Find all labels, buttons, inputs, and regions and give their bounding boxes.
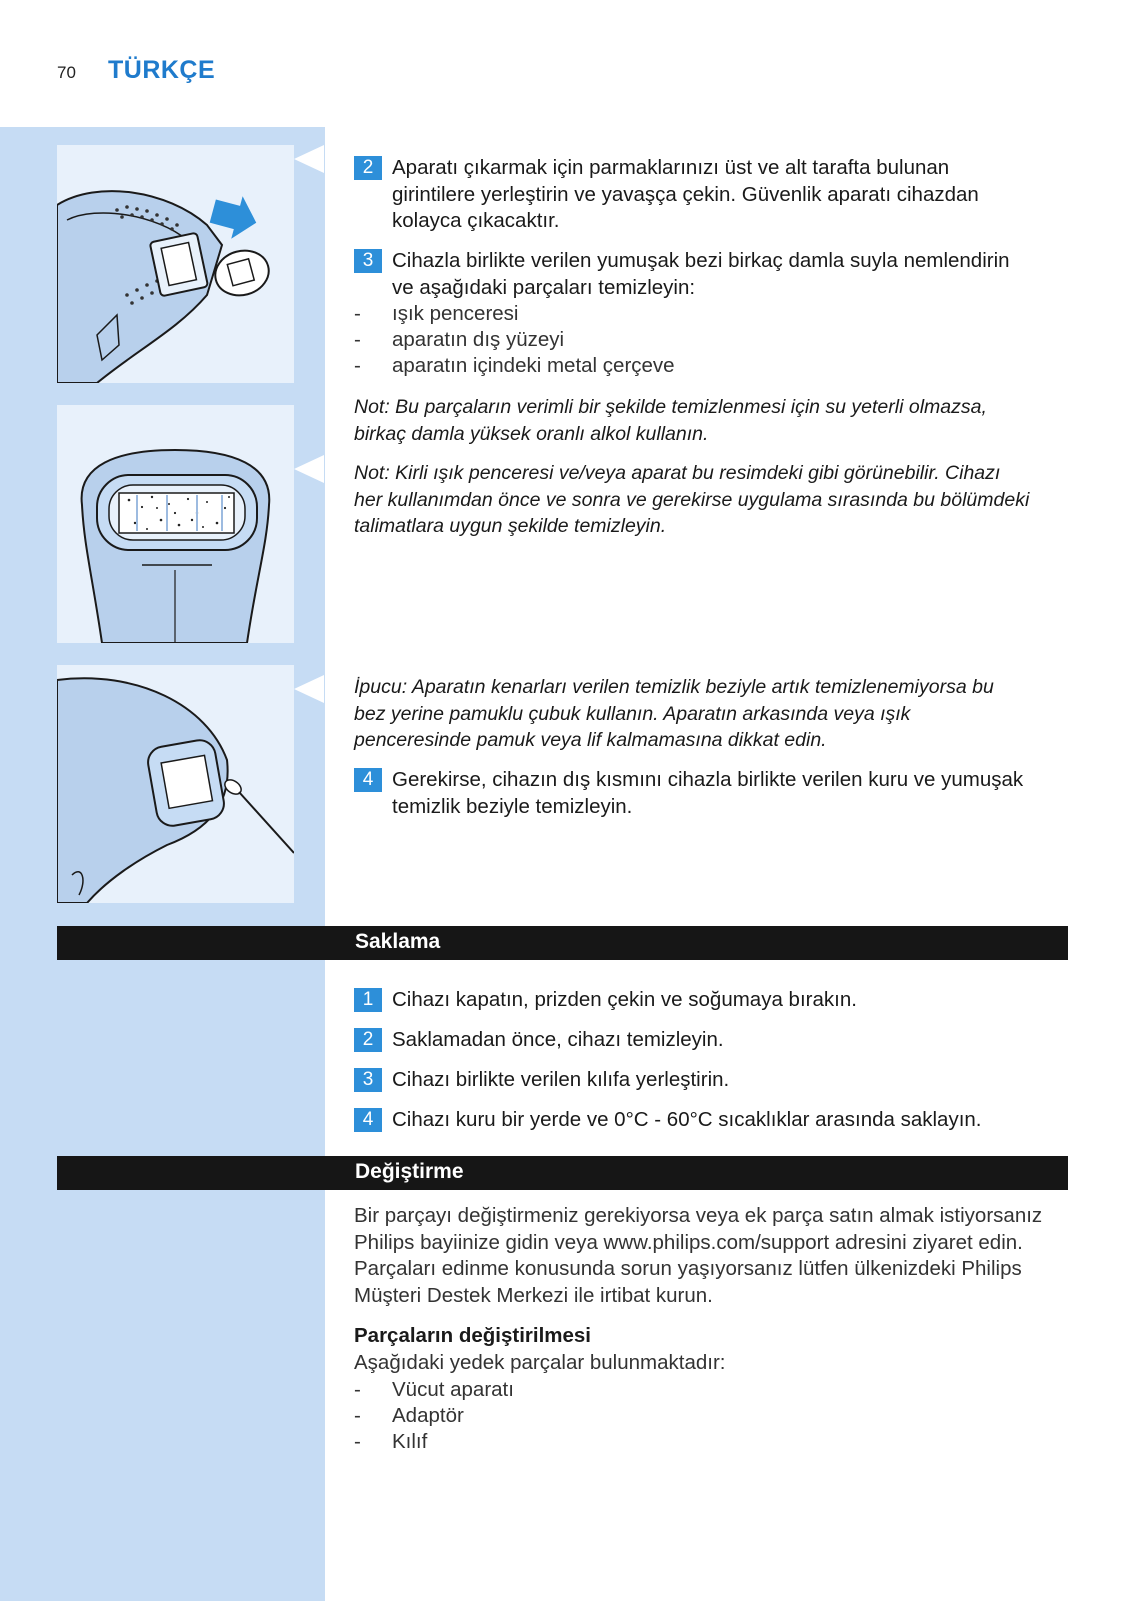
step-text: Cihazı birlikte verilen kılıfa yerleştirin. (392, 1068, 730, 1091)
note-line: Not: Bu parçaların verimli bir şekilde temizlenmesi için su yeterli olmazsa, (354, 396, 987, 418)
list-item (354, 301, 518, 328)
step-text-line: ve aşağıdaki parçaları temizleyin: (392, 275, 696, 299)
step-number: 4 (354, 768, 382, 792)
storage-step (354, 1067, 1068, 1094)
page-number: 70 (57, 63, 76, 82)
list-item-text: ışık penceresi (392, 302, 519, 325)
list-item-text: aparatın içindeki metal çerçeve (392, 354, 675, 377)
storage-step (354, 987, 1068, 1014)
language-title: TÜRKÇE (108, 56, 216, 84)
step-text-line: Cihazla birlikte verilen yumuşak bezi birkaç damla suyla nemlendirin (392, 249, 1010, 272)
list-item-text: aparatın dış yüzeyi (392, 328, 565, 351)
tip-line: İpucu: Aparatın kenarları verilen temizlik beziyle artık temizlenemiyorsa bu (354, 676, 994, 698)
section-header-replacement (57, 1156, 1068, 1190)
dash: - (354, 1404, 361, 1427)
figure-pointer (294, 145, 324, 173)
note-line: her kullanımdan önce ve sonra ve gerekirse uygulama sırasında bu bölümdeki (354, 488, 1030, 511)
step-number: 1 (354, 988, 382, 1012)
tip-cotton-swab (354, 674, 1066, 754)
step-number: 3 (354, 1068, 382, 1092)
step-text-line: Aparatı çıkarmak için parmaklarınızı üst ve alt tarafta bulunan (392, 156, 950, 179)
paragraph-line: Müşteri Destek Merkezi ile irtibat kurun. (354, 1283, 713, 1307)
step-text-line: temizlik beziyle temizleyin. (392, 794, 633, 818)
note-line: talimatlara uygun şekilde temizleyin. (354, 515, 667, 537)
paragraph-line: Parçaları edinme konusunda sorun yaşıyorsanız lütfen ülkenizdeki Philips (354, 1257, 1022, 1280)
storage-step (354, 1107, 1068, 1134)
step-number: 2 (354, 1028, 382, 1052)
replacement-paragraph (354, 1203, 1066, 1309)
figure-remove-attachment (57, 145, 294, 383)
list-item (354, 1377, 514, 1404)
list-item (354, 327, 564, 354)
section-title: Saklama (355, 930, 441, 953)
figure-pointer (294, 675, 324, 703)
note-line: birkaç damla yüksek oranlı alkol kullanın. (354, 422, 709, 445)
cleaning-step-3 (354, 248, 1068, 301)
list-item (354, 1429, 427, 1456)
list-item (354, 1403, 464, 1430)
paragraph-line: Philips bayiinize gidin veya www.philips.com/support adresini ziyaret edin. (354, 1230, 1023, 1254)
figure-cotton-swab (57, 665, 294, 903)
tip-line: bez yerine pamuklu çubuk kullanın. Aparatın arkasında veya ışık (354, 702, 911, 725)
section-header-storage (57, 926, 1068, 960)
cleaning-step-2 (354, 155, 1068, 235)
replacement-intro: Aşağıdaki yedek parçalar bulunmaktadır: (354, 1351, 726, 1374)
note-alcohol (354, 394, 1066, 447)
figure-dirty-window (57, 405, 294, 643)
list-item-text: Kılıf (392, 1430, 428, 1453)
storage-step (354, 1027, 1068, 1054)
list-item-text: Vücut aparatı (392, 1378, 514, 1401)
step-text-line: girintilere yerleştirin ve yavaşça çekin. Güvenlik aparatı cihazdan (392, 182, 979, 206)
cleaning-step-4 (354, 767, 1068, 820)
dash: - (354, 328, 361, 351)
paragraph-line: Bir parçayı değiştirmeniz gerekiyorsa veya ek parça satın almak istiyorsanız (354, 1204, 1043, 1227)
list-item (354, 353, 675, 380)
step-text-line: Gerekirse, cihazın dış kısmını cihazla birlikte verilen kuru ve yumuşak (392, 768, 1024, 791)
figure-pointer (294, 455, 324, 483)
section-title: Değiştirme (355, 1160, 464, 1183)
subsection-title: Parçaların değiştirilmesi (354, 1324, 592, 1347)
step-text-line: kolayca çıkacaktır. (392, 209, 560, 232)
step-text: Saklamadan önce, cihazı temizleyin. (392, 1028, 724, 1051)
tip-line: penceresinde pamuk veya lif kalmamasına dikkat edin. (354, 729, 827, 751)
note-dirty-window (354, 460, 1066, 540)
note-line: Not: Kirli ışık penceresi ve/veya aparat bu resimdeki gibi görünebilir. Cihazı (354, 462, 1001, 484)
step-text: Cihazı kapatın, prizden çekin ve soğumaya bırakın. (392, 988, 857, 1011)
step-number: 3 (354, 249, 382, 273)
list-item-text: Adaptör (392, 1404, 464, 1427)
step-number: 2 (354, 156, 382, 180)
dash: - (354, 1430, 361, 1453)
step-text: Cihazı kuru bir yerde ve 0°C - 60°C sıcaklıklar arasında saklayın. (392, 1108, 982, 1131)
dash: - (354, 302, 361, 325)
step-number: 4 (354, 1108, 382, 1132)
dash: - (354, 354, 361, 377)
dash: - (354, 1378, 361, 1401)
